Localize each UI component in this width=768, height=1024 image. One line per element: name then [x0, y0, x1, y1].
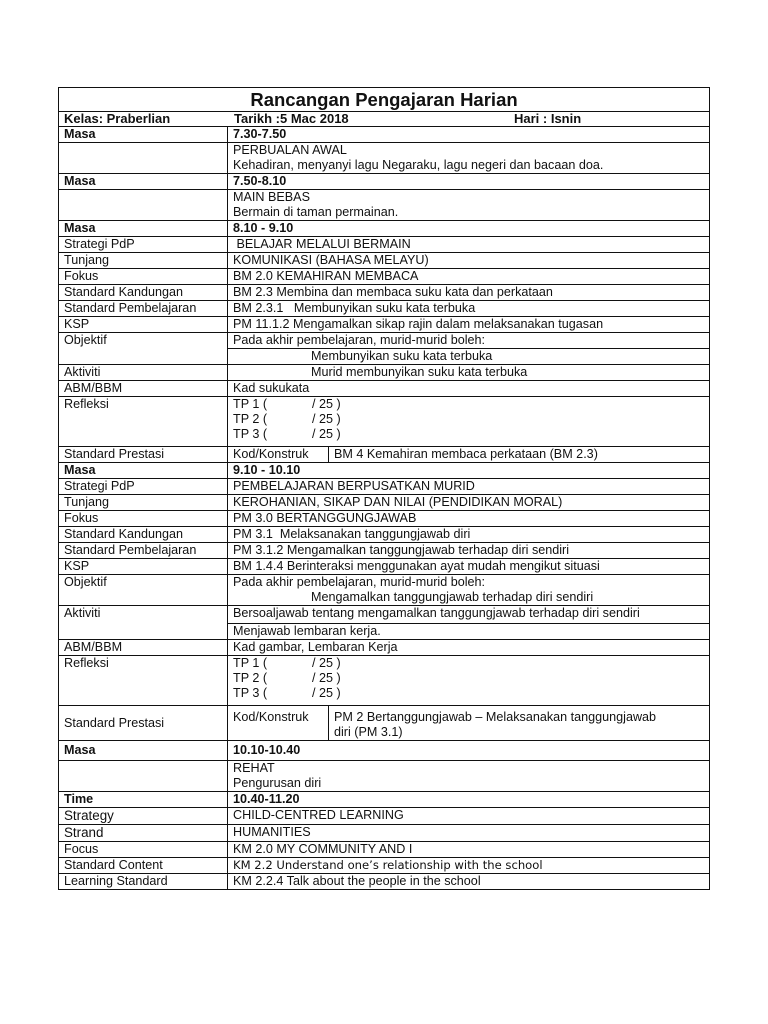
row-label: Strategy [59, 808, 228, 825]
row-label: Strand [59, 825, 228, 842]
tp-label: TP 1 ( [233, 397, 268, 411]
session-desc: Pengurusan diri [233, 776, 322, 790]
table-row [59, 543, 710, 559]
prestasi-value: PM 2 Bertanggungjawab – Melaksanakan tanggungjawab diri (PM 3.1) [334, 710, 657, 739]
row-value: HUMANITIES [228, 825, 710, 842]
table-row [59, 495, 710, 511]
tp-label: TP 3 ( [233, 427, 268, 441]
aktiviti-row [59, 365, 710, 381]
refleksi-row [59, 397, 710, 447]
abm-row [59, 640, 710, 656]
lesson-plan-document [58, 87, 710, 890]
table-row [59, 825, 710, 842]
tp-label: TP 2 ( [233, 412, 268, 426]
objektif-item: Mengamalkan tanggungjawab terhadap diri sendiri [311, 590, 594, 604]
time-value: 10.40-11.20 [228, 792, 710, 808]
tp-label: TP 1 ( [233, 656, 268, 670]
row-label: Aktiviti [59, 365, 228, 381]
session-2-masa-row [59, 174, 710, 190]
lesson-plan-table [58, 87, 710, 890]
row-label: Standard Kandungan [59, 527, 228, 543]
session-4-masa-row [59, 463, 710, 479]
session-title: MAIN BEBAS [233, 190, 310, 204]
objektif-intro: Pada akhir pembelajaran, murid-murid boleh: [233, 333, 486, 347]
hari-label: Hari : Isnin [514, 111, 582, 126]
row-label: Aktiviti [59, 606, 228, 640]
masa-value: 7.30-7.50 [228, 127, 710, 143]
row-value: BM 2.3.1 Membunyikan suku kata terbuka [228, 301, 710, 317]
row-value: CHILD-CENTRED LEARNING [228, 808, 710, 825]
masa-label: Masa [59, 174, 228, 190]
masa-value: 7.50-8.10 [228, 174, 710, 190]
session-2-content-row [59, 190, 710, 221]
row-label: Strategi PdP [59, 479, 228, 495]
table-row [59, 559, 710, 575]
row-label: Tunjang [59, 495, 228, 511]
row-value: PEMBELAJARAN BERPUSATKAN MURID [228, 479, 710, 495]
objektif-row [59, 333, 710, 365]
row-label: Objektif [59, 575, 228, 606]
table-row [59, 285, 710, 301]
time-label: Time [59, 792, 228, 808]
session-5-content-row [59, 761, 710, 792]
row-label: Standard Pembelajaran [59, 301, 228, 317]
row-value: BM 1.4.4 Berinteraksi menggunakan ayat mudah mengikut situasi [228, 559, 710, 575]
aktiviti-row [59, 606, 710, 640]
table-row [59, 317, 710, 333]
row-value: BM 2.3 Membina dan membaca suku kata dan perkataan [228, 285, 710, 301]
row-label: ABM/BBM [59, 381, 228, 397]
session-title: PERBUALAN AWAL [233, 143, 347, 157]
abm-row [59, 381, 710, 397]
tp-score: / 25 ) [312, 686, 341, 700]
session-1-masa-row [59, 127, 710, 143]
row-label: Strategi PdP [59, 237, 228, 253]
row-value: PM 3.1 Melaksanakan tanggungjawab diri [228, 527, 710, 543]
empty-cell [59, 143, 228, 174]
row-label: Tunjang [59, 253, 228, 269]
session-title: REHAT [233, 761, 275, 775]
row-value: KM 2.0 MY COMMUNITY AND I [228, 842, 710, 858]
row-label: Fokus [59, 511, 228, 527]
table-row [59, 253, 710, 269]
session-5-masa-row [59, 741, 710, 761]
row-value: PM 11.1.2 Mengamalkan sikap rajin dalam melaksanakan tugasan [228, 317, 710, 333]
table-row [59, 237, 710, 253]
refleksi-row [59, 656, 710, 706]
row-value: Kad sukukata [228, 381, 710, 397]
kod-konstruk-label: Kod/Konstruk [228, 706, 329, 740]
table-row [59, 842, 710, 858]
masa-value: 8.10 - 9.10 [228, 221, 710, 237]
prestasi-value: BM 4 Kemahiran membaca perkataan (BM 2.3) [334, 447, 598, 461]
row-value: BM 2.0 KEMAHIRAN MEMBACA [228, 269, 710, 285]
table-row [59, 858, 710, 874]
row-label: Standard Content [59, 858, 228, 874]
row-value: Kad gambar, Lembaran Kerja [228, 640, 710, 656]
prestasi-row [59, 706, 710, 741]
table-row [59, 874, 710, 890]
row-value: PM 3.0 BERTANGGUNGJAWAB [228, 511, 710, 527]
row-value: KOMUNIKASI (BAHASA MELAYU) [228, 253, 710, 269]
masa-label: Masa [59, 463, 228, 479]
objektif-intro: Pada akhir pembelajaran, murid-murid boleh: [233, 575, 486, 589]
row-value: PM 3.1.2 Mengamalkan tanggungjawab terhadap diri sendiri [228, 543, 710, 559]
tp-label: TP 3 ( [233, 686, 268, 700]
session-1-content-row [59, 143, 710, 174]
row-label: KSP [59, 559, 228, 575]
masa-value: 10.10-10.40 [228, 741, 710, 761]
table-row [59, 479, 710, 495]
masa-label: Masa [59, 741, 228, 761]
row-label: Fokus [59, 269, 228, 285]
row-label: Standard Kandungan [59, 285, 228, 301]
masa-value: 9.10 - 10.10 [228, 463, 710, 479]
tp-score: / 25 ) [312, 397, 341, 411]
row-value: Murid membunyikan suku kata terbuka [228, 365, 710, 381]
row-value: KM 2.2.4 Talk about the people in the school [228, 874, 710, 890]
empty-cell [59, 190, 228, 221]
tp-score: / 25 ) [312, 412, 341, 426]
row-label: Objektif [59, 333, 228, 365]
document-title: Rancangan Pengajaran Harian [59, 88, 710, 112]
row-value: KM 2.2 Understand one’s relationship with the school [228, 858, 710, 874]
session-6-time-row [59, 792, 710, 808]
tp-score: / 25 ) [312, 427, 341, 441]
table-row [59, 269, 710, 285]
objektif-row [59, 575, 710, 606]
empty-cell [59, 761, 228, 792]
objektif-item: Membunyikan suku kata terbuka [311, 349, 493, 363]
session-3-masa-row [59, 221, 710, 237]
row-label: Standard Prestasi [59, 706, 228, 741]
table-row [59, 527, 710, 543]
table-row [59, 511, 710, 527]
kod-konstruk-label: Kod/Konstruk [228, 447, 329, 462]
session-desc: Bermain di taman permainan. [233, 205, 399, 219]
row-label: ABM/BBM [59, 640, 228, 656]
masa-label: Masa [59, 221, 228, 237]
row-label: Learning Standard [59, 874, 228, 890]
tp-score: / 25 ) [312, 671, 341, 685]
row-label: KSP [59, 317, 228, 333]
session-desc: Kehadiran, menyanyi lagu Negaraku, lagu negeri dan bacaan doa. [233, 158, 604, 172]
header-row [59, 112, 710, 127]
masa-label: Masa [59, 127, 228, 143]
row-value: BELAJAR MELALUI BERMAIN [228, 237, 710, 253]
tarikh-label: Tarikh :5 Mac 2018 [234, 111, 349, 126]
tp-label: TP 2 ( [233, 671, 268, 685]
table-row [59, 301, 710, 317]
row-label: Focus [59, 842, 228, 858]
row-value: KEROHANIAN, SIKAP DAN NILAI (PENDIDIKAN MORAL) [228, 495, 710, 511]
prestasi-row [59, 447, 710, 463]
row-label: Refleksi [59, 656, 228, 706]
tp-score: / 25 ) [312, 656, 341, 670]
table-row [59, 808, 710, 825]
aktiviti-line-1: Bersoaljawab tentang mengamalkan tanggungjawab terhadap diri sendiri [233, 606, 640, 620]
row-label: Standard Pembelajaran [59, 543, 228, 559]
aktiviti-line-2: Menjawab lembaran kerja. [233, 624, 381, 638]
row-label: Standard Prestasi [59, 447, 228, 463]
kelas-label: Kelas: Praberlian [64, 111, 171, 126]
row-label: Refleksi [59, 397, 228, 447]
